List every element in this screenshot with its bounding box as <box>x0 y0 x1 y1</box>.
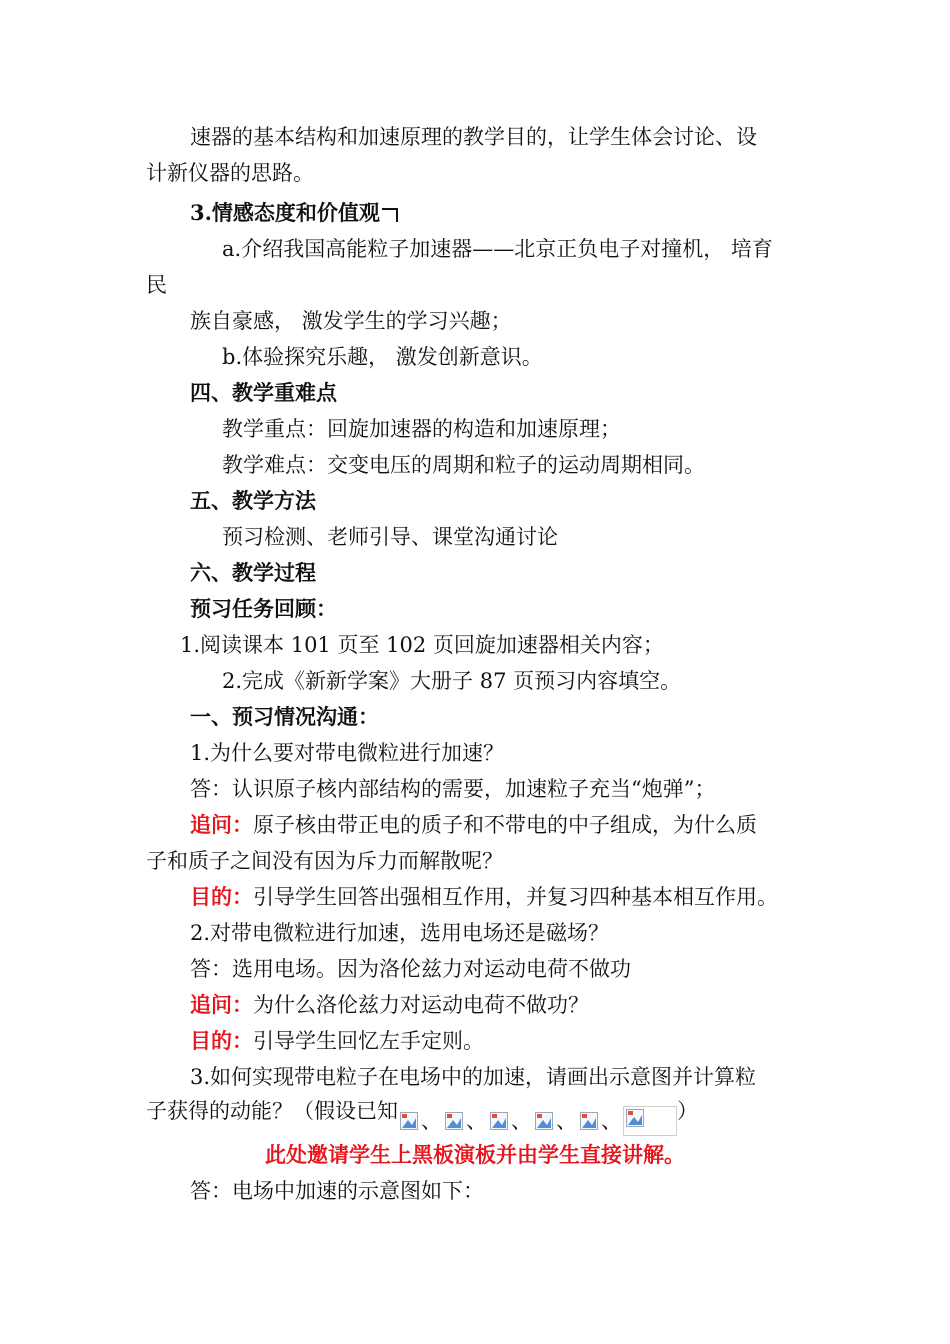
text-line: 教学难点：交变电压的周期和粒子的运动周期相同。 <box>222 453 705 477</box>
section-heading: 四、教学重难点 <box>190 380 337 405</box>
text-line-with-images <box>146 1096 698 1136</box>
separator: 、 <box>511 1108 532 1133</box>
section-heading: 预习任务回顾： <box>190 596 337 621</box>
text-line: 3.如何实现带电粒子在电场中的加速，请画出示意图并计算粒 <box>190 1065 757 1089</box>
followup-label: 追问： <box>190 992 253 1017</box>
followup-text: 原子核由带正电的质子和不带电的中子组成，为什么质 <box>253 813 757 837</box>
text-segment: 子获得的动能？（假设已知 <box>146 1099 398 1123</box>
followup-question <box>190 810 757 840</box>
text-line: 民 <box>146 273 167 297</box>
bracket-mark <box>382 208 398 222</box>
followup-label: 追问： <box>190 812 253 837</box>
section-heading <box>190 198 398 228</box>
text-line: 答：选用电场。因为洛伦兹力对运动电荷不做功 <box>190 957 631 981</box>
text-line: 1.为什么要对带电微粒进行加速？ <box>190 741 505 765</box>
separator: 、 <box>466 1108 487 1133</box>
text-segment: ） <box>677 1099 698 1123</box>
broken-image-icon <box>488 1110 510 1132</box>
purpose-note <box>190 882 778 912</box>
purpose-label: 目的： <box>190 1028 253 1053</box>
purpose-text: 引导学生回忆左手定则。 <box>253 1029 484 1053</box>
text-line: 2.对带电微粒进行加速，选用电场还是磁场？ <box>190 921 610 945</box>
section-heading: 一、预习情况沟通： <box>190 704 379 729</box>
followup-text: 为什么洛伦兹力对运动电荷不做功？ <box>253 993 589 1017</box>
text-line: 族自豪感， 激发学生的学习兴趣； <box>190 309 512 333</box>
formula-images <box>398 1104 677 1136</box>
section-heading: 五、教学方法 <box>190 488 316 513</box>
separator: 、 <box>601 1108 622 1133</box>
purpose-note <box>190 1026 484 1056</box>
purpose-text: 引导学生回答出强相互作用，并复习四种基本相互作用。 <box>253 885 778 909</box>
heading-text: 3.情感态度和价值观 <box>190 200 380 225</box>
broken-image-icon <box>578 1110 600 1132</box>
purpose-label: 目的： <box>190 884 253 909</box>
text-line: 子和质子之间没有因为斥力而解散呢？ <box>146 849 503 873</box>
broken-image-icon <box>623 1106 677 1136</box>
separator: 、 <box>556 1108 577 1133</box>
text-line: 教学重点：回旋加速器的构造和加速原理； <box>222 417 621 441</box>
text-line: 2.完成《新新学案》大册子 87 页预习内容填空。 <box>222 669 682 693</box>
text-line: 计新仪器的思路。 <box>146 161 314 185</box>
text-line: 答：认识原子核内部结构的需要，加速粒子充当“炮弹”； <box>190 777 716 801</box>
red-emphasis-line: 此处邀请学生上黑板演板并由学生直接讲解。 <box>265 1142 685 1167</box>
text-line: a.介绍我国高能粒子加速器——北京正负电子对撞机， 培育 <box>222 237 773 261</box>
broken-image-icon <box>533 1110 555 1132</box>
followup-question <box>190 990 589 1020</box>
text-line: 速器的基本结构和加速原理的教学目的，让学生体会讨论、设 <box>190 125 757 149</box>
broken-image-icon <box>398 1110 420 1132</box>
broken-image-icon <box>443 1110 465 1132</box>
separator: 、 <box>421 1108 442 1133</box>
text-line: b.体验探究乐趣， 激发创新意识。 <box>222 345 543 369</box>
section-heading: 六、教学过程 <box>190 560 316 585</box>
text-line: 答：电场中加速的示意图如下： <box>190 1179 484 1203</box>
text-line: 预习检测、老师引导、课堂沟通讨论 <box>222 525 558 549</box>
text-line: 1.阅读课本 101 页至 102 页回旋加速器相关内容； <box>180 633 664 657</box>
